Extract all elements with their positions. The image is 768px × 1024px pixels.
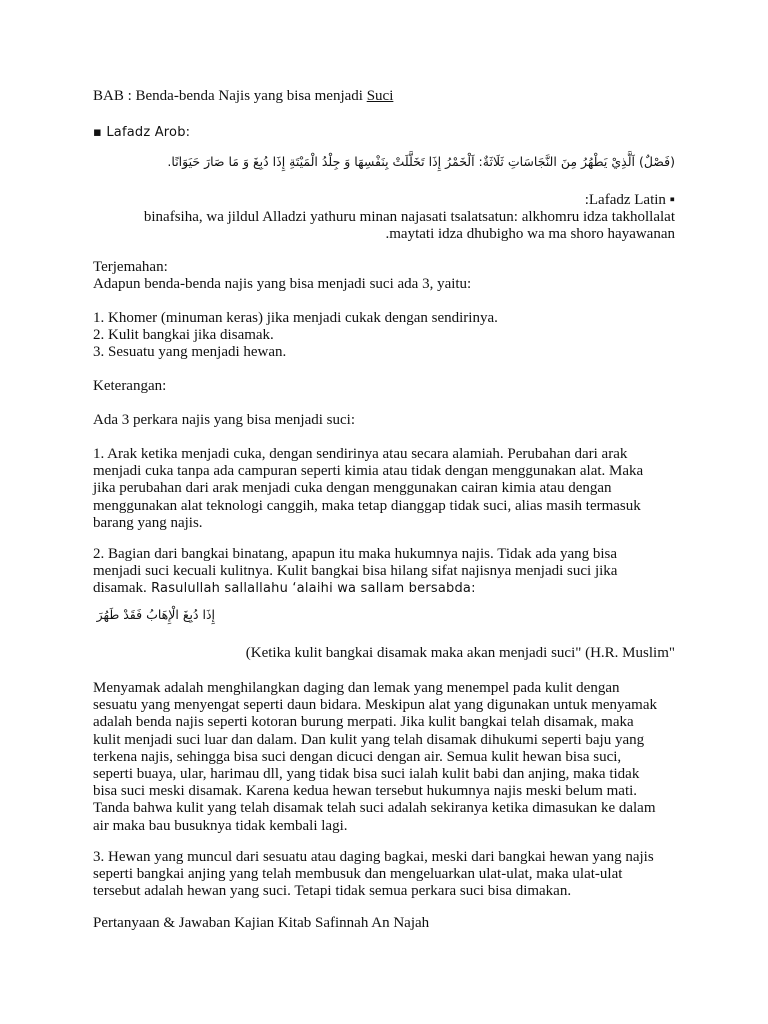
paragraph-line: terkena najis, sehingga bisa suci dengan dicuci dengan air. Semua kulit hewan bisa suci, bbox=[93, 748, 622, 765]
lafadz-arob-arabic-text: (فَصْلٌ) اَلَّذِيْ يَطْهُرُ مِنَ النَّجَاسَاتِ ثَلَاثَةٌ: اَلْخَمْرُ إِذَا تَخَلَّلَتْ بِنَفْسِهَا وَ جِلْدُ الْمَيْتَةِ إِذَا دُبِغَ وَ مَا صَارَ حَيَوَانًا. bbox=[167, 154, 675, 169]
hadith-intro: Rasulullah sallallahu ‘alaihi wa sallam bersabda: bbox=[146, 581, 476, 597]
terjemahan-heading: Terjemahan: bbox=[93, 259, 168, 275]
keterangan-point-1 bbox=[93, 446, 675, 532]
point-2-last-word: disamak. bbox=[93, 580, 147, 597]
paragraph-line: 2. Bagian dari bangkai binatang, apapun itu maka hukumnya najis. Tidak ada yang bisa bbox=[93, 546, 618, 562]
lafadz-latin-label: :Lafadz Latin ▪ bbox=[584, 192, 675, 208]
paragraph-line: barang yang najis. bbox=[93, 514, 203, 531]
paragraph-line: seperti bangkai anjing yang telah membusuk dan mengeluarkan ulat-ulat, maka ulat-ulat bbox=[93, 866, 623, 883]
page-title bbox=[93, 88, 393, 105]
paragraph-line: menjadi suci kecuali kulitnya. Kulit bangkai bisa hilang sifat najisnya menjadi suci jika bbox=[93, 563, 618, 580]
paragraph-line: tersebut adalah hewan yang suci. Tetapi tidak semua perkara suci bisa dimakan. bbox=[93, 883, 572, 900]
paragraph-line: menggunakan alat teknologi canggih, maka tetap dianggap tidak suci, alias masih termasuk bbox=[93, 497, 641, 514]
keterangan-point-3 bbox=[93, 849, 675, 901]
paragraph-line bbox=[93, 580, 675, 597]
paragraph-line: Tanda bahwa kulit yang telah disamak telah suci adalah sekiranya ketika dimasukan ke dalam bbox=[93, 800, 656, 817]
lafadz-latin-line-1: binafsiha, wa jildul Alladzi yathuru minan najasati tsalatsatun: alkhomru idza takhollalat bbox=[143, 209, 675, 225]
paragraph-line: adalah benda najis seperti kotoran burung merpati. Jika kulit bangkai telah disamak, maka bbox=[93, 714, 634, 731]
footer-text: Pertanyaan & Jawaban Kajian Kitab Safinnah An Najah bbox=[93, 915, 430, 931]
title-text: BAB : Benda-benda Najis yang bisa menjadi bbox=[93, 88, 367, 104]
keterangan-heading: Keterangan: bbox=[93, 378, 167, 394]
menyamak-paragraph bbox=[93, 680, 675, 835]
terjemahan-item-3: 3. Sesuatu yang menjadi hewan. bbox=[93, 344, 287, 360]
paragraph-line: jika perubahan dari arak menjadi cuka dengan menggunakan cairan kimia atau dengan bbox=[93, 480, 612, 497]
paragraph-line: air maka bau busuknya tidak kembali lagi. bbox=[93, 817, 348, 834]
hadith-arabic-text: إِذَا دُبِغَ الْإِهَابُ فَقَدْ طَهُرَ bbox=[96, 607, 215, 622]
terjemahan-intro: Adapun benda-benda najis yang bisa menjadi suci ada 3, yaitu: bbox=[93, 276, 472, 292]
paragraph-line: kulit menjadi suci luar dan dalam. Dan kulit yang telah disamak dihukumi seperti baju yang bbox=[93, 731, 645, 748]
paragraph-line: seperti buaya, ular, harimau dll, yang tidak bisa suci ialah kulit babi dan anjing, maka tidak bbox=[93, 766, 640, 783]
paragraph-line: menjadi cuka tanpa ada campuran seperti kimia atau tidak dengan menggunakan alat. Maka bbox=[93, 463, 644, 480]
paragraph-line: 3. Hewan yang muncul dari sesuatu atau daging bagkai, meski dari bangkai hewan yang najis bbox=[93, 849, 654, 865]
lafadz-latin-line-2: .maytati idza dhubigho wa ma shoro hayawanan bbox=[385, 226, 675, 242]
terjemahan-item-1: 1. Khomer (minuman keras) jika menjadi cukak dengan sendirinya. bbox=[93, 310, 498, 326]
paragraph-line: 1. Arak ketika menjadi cuka, dengan sendirinya atau secara alamiah. Perubahan dari arak bbox=[93, 446, 628, 462]
keterangan-point-2 bbox=[93, 546, 675, 598]
paragraph-line: sesuatu yang menyengat seperti daun bidara. Meskipun alat yang digunakan untuk menyamak bbox=[93, 697, 658, 714]
lafadz-arob-label: ▪ Lafadz Arob: bbox=[93, 125, 191, 140]
hadith-translation: (Ketika kulit bangkai disamak maka akan menjadi suci" (H.R. Muslim" bbox=[245, 645, 675, 661]
paragraph-line: Menyamak adalah menghilangkan daging dan lemak yang menempel pada kulit dengan bbox=[93, 680, 620, 696]
paragraph-line: bisa suci meski disamak. Karena kedua hewan tersebut hukumnya najis meski belum mati. bbox=[93, 783, 638, 800]
terjemahan-item-2: 2. Kulit bangkai jika disamak. bbox=[93, 327, 274, 343]
title-underlined-word: Suci bbox=[366, 88, 394, 104]
keterangan-intro: Ada 3 perkara najis yang bisa menjadi suci: bbox=[93, 412, 356, 428]
